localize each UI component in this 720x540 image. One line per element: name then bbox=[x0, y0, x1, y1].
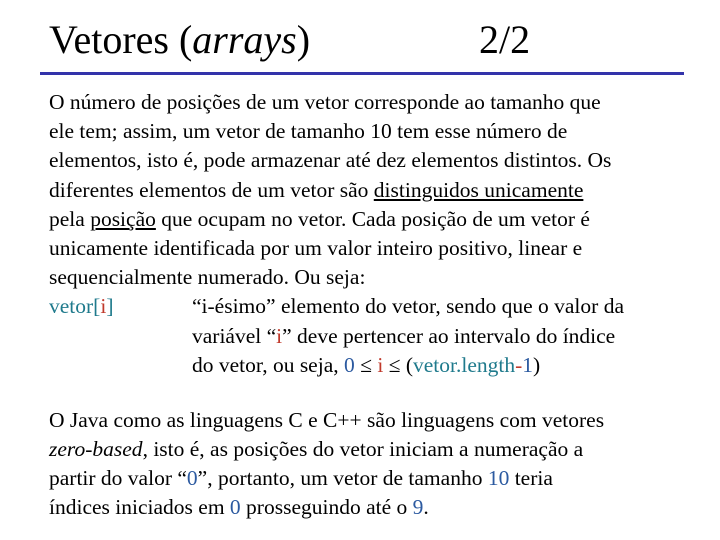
text-run: partir do valor “ bbox=[49, 466, 187, 491]
code-number: 9 bbox=[412, 495, 424, 520]
definition-line bbox=[49, 292, 689, 321]
paragraph-line: unicamente identificada por um valor inteiro positivo, linear e bbox=[49, 235, 583, 260]
italic-text: zero-based bbox=[49, 437, 143, 462]
definition-line bbox=[49, 322, 689, 351]
title-text: Vetores ( bbox=[49, 17, 193, 62]
paragraph-line: O número de posições de um vetor corresponde ao tamanho que bbox=[49, 90, 601, 114]
text-run: ” deve pertencer ao intervalo do índice bbox=[282, 323, 616, 348]
title-close: ) bbox=[296, 17, 311, 62]
paragraph-line bbox=[49, 205, 689, 234]
text-run: ) bbox=[533, 352, 541, 377]
code-number: 1 bbox=[522, 352, 534, 377]
code-text: ] bbox=[106, 294, 114, 319]
code-variable: i bbox=[100, 294, 107, 319]
code-text: vetor.length bbox=[413, 352, 516, 377]
title-divider bbox=[40, 72, 684, 75]
code-variable: i bbox=[276, 323, 283, 348]
text-run: teria bbox=[509, 466, 553, 491]
text-run: ”, portanto, um vetor de tamanho bbox=[197, 466, 488, 491]
paragraph-line: elementos, isto é, pode armazenar até dez elementos distintos. Os bbox=[49, 148, 612, 173]
underlined-text: posição bbox=[90, 206, 156, 231]
paragraph-line bbox=[49, 493, 689, 522]
code-number: 0 bbox=[229, 495, 241, 520]
code-number: 0 bbox=[186, 466, 198, 491]
code-number: 0 bbox=[344, 352, 355, 377]
paragraph-line: ele tem; assim, um vetor de tamanho 10 tem esse número de bbox=[49, 119, 568, 144]
text-run: variável “ bbox=[192, 323, 277, 348]
code-text: vetor[ bbox=[49, 294, 101, 319]
paragraph-line: sequencialmente numerado. Ou seja: bbox=[49, 265, 366, 290]
text-run: ≤ bbox=[354, 352, 378, 377]
paragraph-2 bbox=[49, 406, 689, 523]
definition-block bbox=[49, 292, 689, 380]
paragraph-line: O Java como as linguagens C e C++ são linguagens com vetores bbox=[49, 407, 605, 432]
text-run: pela bbox=[49, 206, 91, 231]
paragraph-line bbox=[49, 435, 689, 464]
underlined-text: distinguidos unicamente bbox=[373, 177, 584, 202]
title-row bbox=[49, 12, 689, 68]
definition-term bbox=[49, 292, 192, 321]
text-run: , isto é, as posições do vetor iniciam a numeração a bbox=[142, 437, 584, 462]
code-number: 10 bbox=[487, 466, 510, 491]
text-run: ≤ ( bbox=[383, 352, 414, 377]
text-run: . bbox=[423, 495, 429, 520]
text-run: índices iniciados em bbox=[49, 495, 230, 520]
code-operator: - bbox=[515, 352, 523, 377]
text-run: do vetor, ou seja, bbox=[192, 352, 344, 377]
title-italic: arrays bbox=[192, 17, 297, 62]
text-run: diferentes elementos de um vetor são bbox=[49, 177, 374, 202]
code-variable: i bbox=[377, 352, 384, 377]
text-run: prosseguindo até o bbox=[240, 495, 413, 520]
definition-text: “i-ésimo” elemento do vetor, sendo que o valor da bbox=[192, 294, 624, 319]
paragraph-gap bbox=[49, 380, 689, 406]
text-run: que ocupam no vetor. Cada posição de um vetor é bbox=[155, 206, 590, 231]
definition-line bbox=[49, 351, 689, 380]
slide-title bbox=[49, 12, 310, 68]
paragraph-line bbox=[49, 464, 689, 493]
slide-body bbox=[49, 88, 689, 523]
paragraph-line bbox=[49, 176, 689, 205]
paragraph-1 bbox=[49, 88, 689, 292]
page-indicator: 2/2 bbox=[479, 17, 531, 62]
